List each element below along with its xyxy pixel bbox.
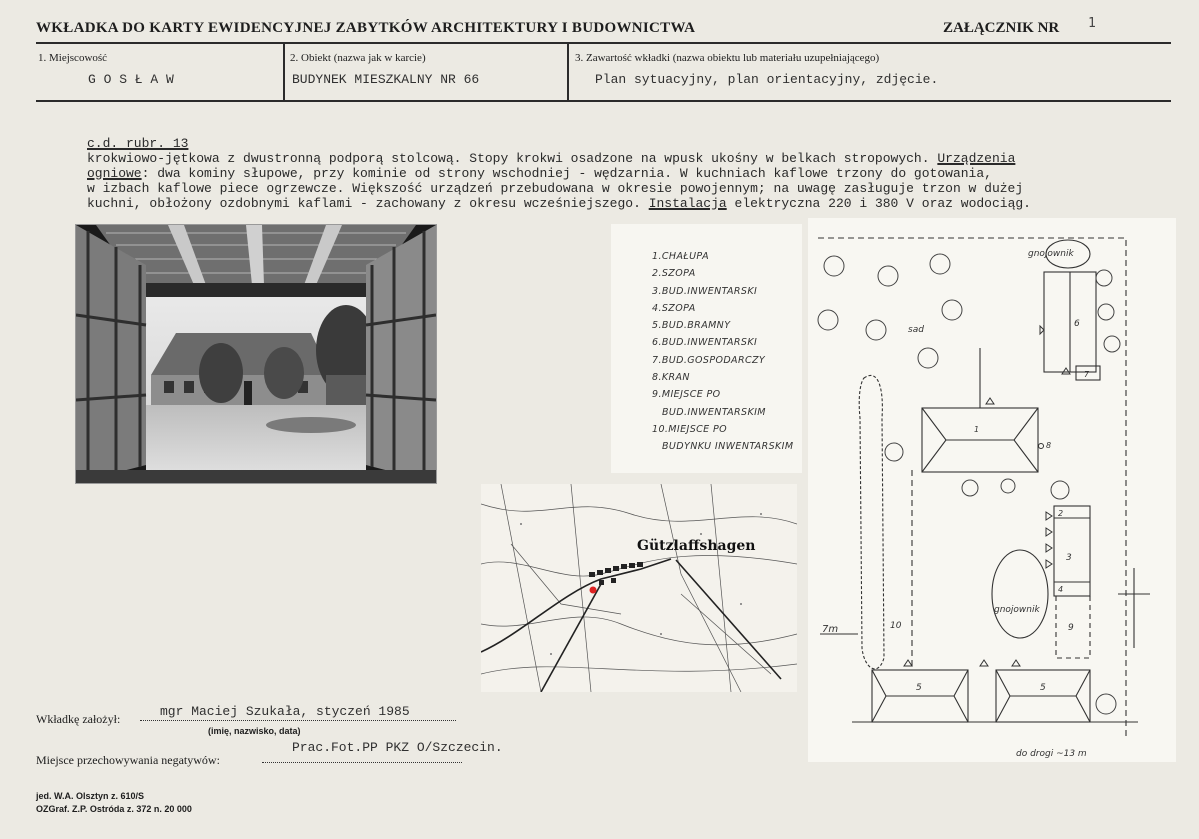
author-line — [140, 720, 456, 722]
plan-number: 5 — [1040, 683, 1046, 693]
object-value: BUDYNEK MIESZKALNY NR 66 — [292, 72, 480, 87]
description-line: w izbach kaflowe piece ogrzewcze. Większość urządzeń przebudowana w okresie powojennym; na uwagę zasługuje trzon w dużej — [87, 181, 1024, 196]
locality-label: 1. Miejscowość — [38, 52, 108, 64]
plan-number: 9 — [1068, 623, 1074, 633]
section-heading: ogniowe — [87, 166, 142, 181]
plan-number: 7 — [1084, 370, 1090, 379]
annex-number: 1 — [1088, 16, 1096, 31]
plan-number: 4 — [1058, 585, 1064, 594]
plan-number: 6 — [1074, 319, 1080, 329]
legend-item: 2.SZOPA — [652, 268, 696, 280]
object-label: 2. Obiekt (nazwa jak w karcie) — [290, 52, 426, 64]
legend-item: BUD.INWENTARSKIM — [662, 406, 766, 418]
form-title: WKŁADKA DO KARTY EWIDENCYJNEJ ZABYTKÓW ARCHITEKTURY I BUDOWNICTWA — [36, 20, 696, 36]
plan-label-sad: sad — [908, 325, 924, 335]
section-heading: Urządzenia — [937, 151, 1016, 166]
description-line: : dwa kominy słupowe, przy kominie od strony wschodniej - wędzarnia. W kuchniach kaflowe trzony do gotowania, — [141, 166, 992, 181]
plan-number: 1 — [974, 425, 980, 434]
site-plan — [808, 218, 1176, 762]
rubric-ref: c.d. rubr. 13 — [87, 136, 189, 151]
legend-item: 10.MIEJSCE PO — [652, 423, 728, 435]
locality-value: G O S Ł A W — [88, 72, 174, 87]
author-value: mgr Maciej Szukała, styczeń 1985 — [160, 704, 410, 719]
legend-item: 4.SZOPA — [652, 302, 696, 314]
legend-item: 1.CHAŁUPA — [652, 251, 709, 262]
annex-label: ZAŁĄCZNIK NR — [943, 20, 1060, 36]
legend-item: BUDYNKU INWENTARSKIM — [662, 441, 794, 453]
storage-label: Miejsce przechowywania negatywów: — [36, 753, 220, 767]
photo-gateway — [75, 224, 437, 484]
plan-number: 8 — [1046, 441, 1052, 450]
plan-number: 3 — [1066, 553, 1072, 563]
photo-image — [76, 225, 436, 483]
storage-value: Prac.Fot.PP PKZ O/Szczecin. — [292, 740, 503, 755]
plan-number: 10 — [890, 621, 902, 631]
plan-road-note: do drogi ~13 m — [1016, 749, 1087, 759]
legend-item: 9.MIEJSCE PO — [652, 389, 721, 401]
storage-line — [262, 762, 462, 764]
plan-number: 2 — [1058, 509, 1064, 518]
contents-value: Plan sytuacyjny, plan orientacyjny, zdjęcie. — [595, 72, 939, 87]
fields-rule — [36, 100, 1171, 102]
legend-item: 7.BUD.GOSPODARCZY — [652, 354, 766, 366]
description-line: kuchni, obłożony ozdobnymi kaflami - zachowany z okresu wcześniejszego. — [87, 196, 641, 211]
description-text — [87, 136, 1167, 211]
printer-line-1: jed. W.A. Olsztyn z. 610/S — [36, 791, 145, 801]
orientation-map — [481, 484, 797, 692]
printer-line-2: OZGraf. Z.P. Ostróda z. 372 n. 20 000 — [36, 804, 192, 814]
field-divider-1 — [283, 44, 285, 100]
legend-item: 8.KRAN — [652, 372, 690, 384]
plan-scale: 7m — [822, 624, 839, 635]
legend-card — [611, 224, 802, 473]
legend-list — [652, 248, 793, 456]
author-hint: (imię, nazwisko, data) — [208, 726, 301, 736]
legend-item: 5.BUD.BRAMNY — [652, 320, 731, 332]
author-label: Wkładkę założył: — [36, 712, 121, 726]
legend-item: 6.BUD.INWENTARSKI — [652, 337, 758, 349]
legend-item: 3.BUD.INWENTARSKI — [652, 285, 758, 297]
map-drawing — [481, 484, 797, 692]
plan-label-gnojownik: gnojownik — [1028, 249, 1074, 259]
plan-number: 5 — [916, 683, 922, 693]
map-place-name: Gützlaffshagen — [637, 538, 756, 554]
section-heading: Instalacja — [648, 196, 727, 211]
header-rule — [36, 42, 1171, 44]
site-plan-drawing — [808, 218, 1176, 762]
contents-label: 3. Zawartość wkładki (nazwa obiektu lub materiału uzupełniającego) — [575, 52, 880, 64]
plan-label-gnojownik: gnojownik — [994, 605, 1040, 615]
description-line: krokwiowo-jętkowa z dwustronną podporą stolcową. Stopy krokwi osadzone na wpusk ukośny w belkach stropowych. — [87, 151, 930, 166]
description-line: elektryczna 220 i 380 V oraz wodociąg. — [734, 196, 1031, 211]
field-divider-2 — [567, 44, 569, 100]
